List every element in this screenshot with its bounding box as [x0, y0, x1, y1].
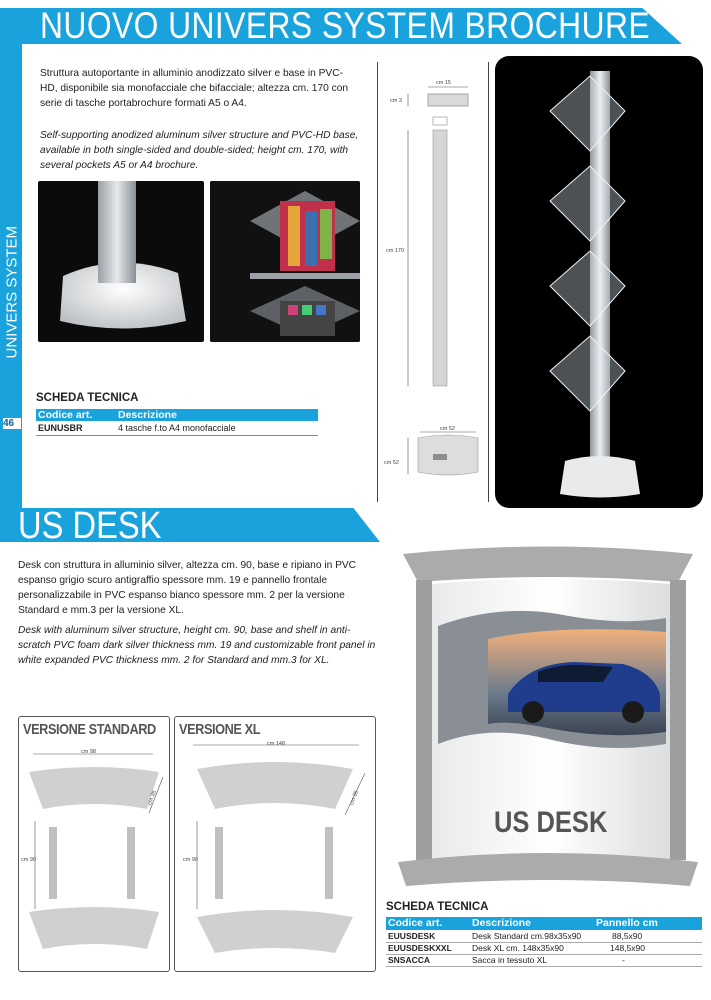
dim-height: cm 170 — [386, 248, 405, 254]
cell-description: Desk XL cm. 148x35x90 — [472, 943, 564, 953]
version-xl-title: VERSIONE XL — [179, 721, 261, 738]
side-label: UNIVERS SYSTEM — [3, 225, 21, 359]
display-stand-illustration — [495, 56, 703, 508]
page-number: 46 — [3, 418, 21, 429]
cell-code: EUUSDESKXXL — [388, 943, 452, 953]
table-row — [386, 955, 702, 967]
header-code: Codice art. — [388, 917, 443, 929]
page-title: NUOVO UNIVERS SYSTEM BROCHURE — [40, 5, 651, 46]
description-english: Self-supporting anodized aluminum silver structure and PVC-HD base, available in both single-sided and double-sided; height cm. 170, with several pockets A5 or A4 brochure. — [40, 130, 359, 171]
pockets-photo — [210, 181, 360, 342]
desk-title: US DESK — [18, 505, 162, 547]
dim-xl-depth: cm 35 — [349, 789, 360, 807]
cell-description: Desk Standard cm.98x35x90 — [472, 931, 582, 941]
base-illustration — [38, 181, 204, 342]
desk-description-english: Desk with aluminum silver structure, height cm. 90, base and shelf in anti-scratch PVC foam dark silver thickness mm. 19 and customizable front panel in white expanded PVC thickness mm. 2 for Standard and mm.3 for XL. — [18, 625, 376, 666]
dim-top-depth: cm 3 — [390, 98, 402, 104]
cell-description: 4 tasche f.to A4 monofacciale — [118, 423, 236, 433]
dim-base-depth: cm 52 — [384, 460, 399, 466]
cell-description: Sacca in tessuto XL — [472, 955, 548, 965]
version-standard-box — [18, 716, 170, 972]
base-photo — [38, 181, 204, 342]
header-description: Descrizione — [472, 917, 531, 929]
xl-drawing — [175, 717, 375, 971]
header-panel: Pannello cm — [596, 917, 658, 929]
desk-photo — [398, 544, 703, 894]
desk-scheda-header — [386, 917, 702, 930]
cell-code: EUNUSBR — [38, 423, 83, 433]
scheda-title: SCHEDA TECNICA — [36, 392, 139, 404]
technical-drawing — [377, 62, 489, 502]
cell-code: SNSACCA — [388, 955, 431, 965]
dim-standard-height: cm 90 — [21, 857, 36, 863]
cell-panel: 88,5x90 — [612, 931, 643, 941]
cell-panel: - — [622, 955, 625, 965]
dim-xl-height: cm 90 — [183, 857, 198, 863]
dim-standard-depth: cm 35 — [147, 789, 158, 807]
scheda-header — [36, 409, 318, 421]
table-row — [386, 931, 702, 943]
dim-top-width: cm 15 — [436, 80, 451, 86]
description-italian: Struttura autoportante in alluminio anodizzato silver e base in PVC-HD, disponibile sia monofacciale che bifacciale; altezza cm. 170 con serie di tasche portabrochure formati A5 o A4. — [40, 68, 349, 109]
drawing-lines — [378, 62, 488, 502]
header-description: Descrizione — [118, 409, 177, 421]
desk-product-label: US DESK — [494, 806, 608, 839]
dim-xl-width: cm 148 — [267, 741, 286, 747]
dim-base-width: cm 52 — [440, 426, 455, 432]
cell-code: EUUSDESK — [388, 931, 436, 941]
desk-description-italian: Desk con struttura in alluminio silver, altezza cm. 90, base e ripiano in PVC espanso grigio scuro antigraffio spessore mm. 19 e pannello frontale personalizzabile in PVC espanso bianco spessore mm. 2 per la versione Standard e mm.3 per la versione XL. — [18, 560, 357, 616]
standard-drawing — [19, 717, 169, 971]
version-standard-title: VERSIONE STANDARD — [23, 721, 156, 738]
header-code: Codice art. — [38, 409, 93, 421]
dim-standard-width: cm 98 — [81, 749, 96, 755]
cell-panel: 148,5x90 — [610, 943, 645, 953]
table-row — [36, 422, 318, 436]
pockets-illustration — [210, 181, 360, 342]
version-xl-box — [174, 716, 376, 972]
desk-scheda-title: SCHEDA TECNICA — [386, 901, 489, 913]
table-row — [386, 943, 702, 955]
product-photo — [495, 56, 703, 508]
desk-illustration — [398, 544, 703, 894]
